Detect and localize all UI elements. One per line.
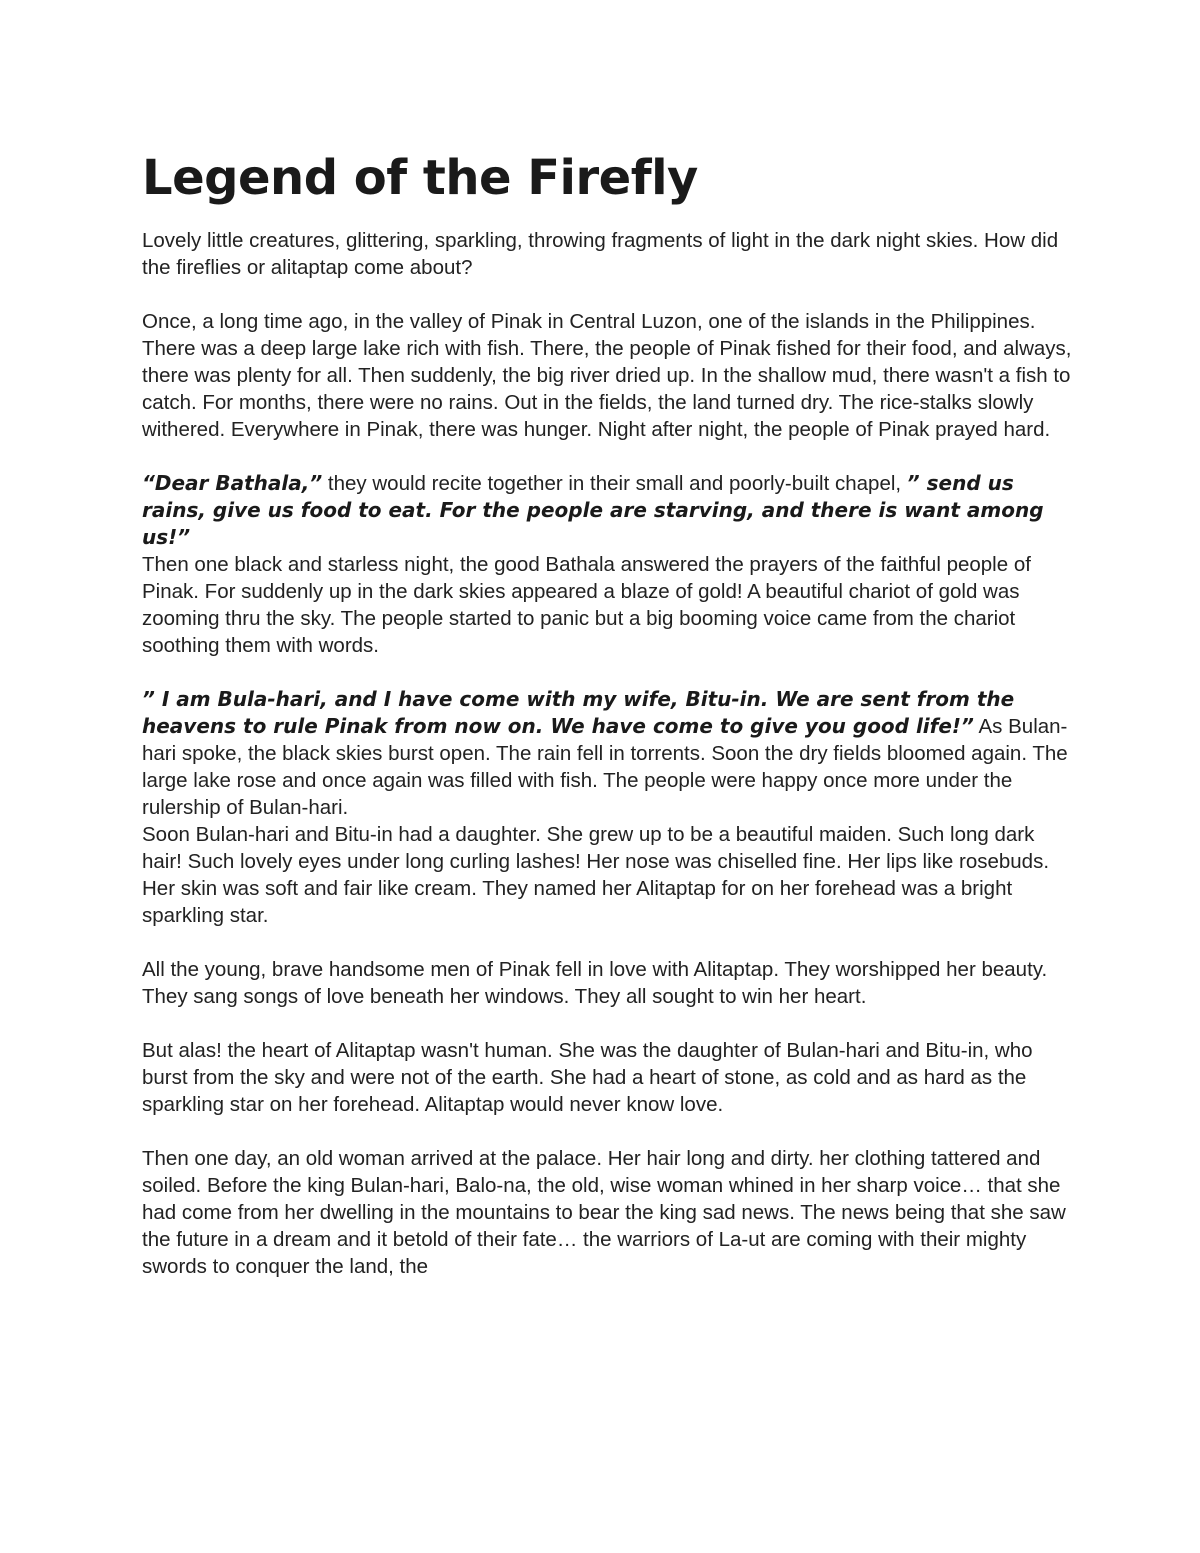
paragraph-pinak-valley: Once, a long time ago, in the valley of Pinak in Central Luzon, one of the islands in the Philippines. There was a deep large lake rich with fish. There, the people of Pinak fished for their food, and always, there was plenty for all. Then suddenly, the big river dried up. In the shallow mud, there wasn't a fish to catch. For months, there were no rains. Out in the fields, the land turned dry. The rice-stalks slowly withered. Everywhere in Pinak, there was hunger. Night after night, the people of Pinak prayed hard. (142, 310, 1072, 441)
document-page (142, 150, 1072, 1307)
paragraph-prayer (142, 470, 1072, 551)
prayer-quote-opening: “Dear Bathala,” (142, 471, 323, 495)
paragraph-old-woman: Then one day, an old woman arrived at the palace. Her hair long and dirty. her clothing tattered and soiled. Before the king Bulan-hari, Balo-na, the old, wise woman whined in her sharp voice… that she had come from her dwelling in the mountains to bear the king sad news. The news being that she saw the future in a dream and it betold of their fate… the warriors of La-ut are coming with their mighty swords to conquer the land, the (142, 1147, 1066, 1278)
paragraph-intro: Lovely little creatures, glittering, sparkling, throwing fragments of light in the dark night skies. How did the fireflies or alitaptap come about? (142, 229, 1059, 279)
prayer-narration: they would recite together in their small and poorly-built chapel, (322, 472, 907, 495)
paragraph-chariot: Then one black and starless night, the good Bathala answered the prayers of the faithful people of Pinak. For suddenly up in the dark skies appeared a blaze of gold! A beautiful chariot of gold was zooming thru the sky. The people started to panic but a big booming voice came from the chariot soothing them with words. (142, 553, 1031, 657)
bula-hari-narration: As Bulan-hari spoke, the black skies burst open. The rain fell in torrents. Soon the dry fields bloomed again. The large lake rose and once again was filled with fish. The people were happy once more under the rulership of Bulan-hari. (142, 715, 1068, 819)
document-title: Legend of the Firefly (142, 150, 698, 206)
paragraph-alitaptap-birth: Soon Bulan-hari and Bitu-in had a daughter. She grew up to be a beautiful maiden. Such long dark hair! Such lovely eyes under long curling lashes! Her nose was chiselled fine. Her lips like rosebuds. Her skin was soft and fair like cream. They named her Alitaptap for on her forehead was a bright sparkling star. (142, 823, 1050, 927)
document-body (142, 227, 1072, 1280)
prayer-quote-closing: ” send us rains, give us food to eat. For the people are starving, and there is want among us!” (142, 471, 1044, 549)
bula-hari-quote: ” I am Bula-hari, and I have come with my wife, Bitu-in. We are sent from the heavens to rule Pinak from now on. We have come to give you good life!” (142, 687, 1015, 738)
paragraph-bula-hari-speech (142, 686, 1072, 821)
paragraph-suitors: All the young, brave handsome men of Pinak fell in love with Alitaptap. They worshipped her beauty. They sang songs of love beneath her windows. They all sought to win her heart. (142, 958, 1048, 1008)
paragraph-heart-of-stone: But alas! the heart of Alitaptap wasn't human. She was the daughter of Bulan-hari and Bitu-in, who burst from the sky and were not of the earth. She had a heart of stone, as cold and as hard as the sparkling star on her forehead. Alitaptap would never know love. (142, 1039, 1033, 1116)
